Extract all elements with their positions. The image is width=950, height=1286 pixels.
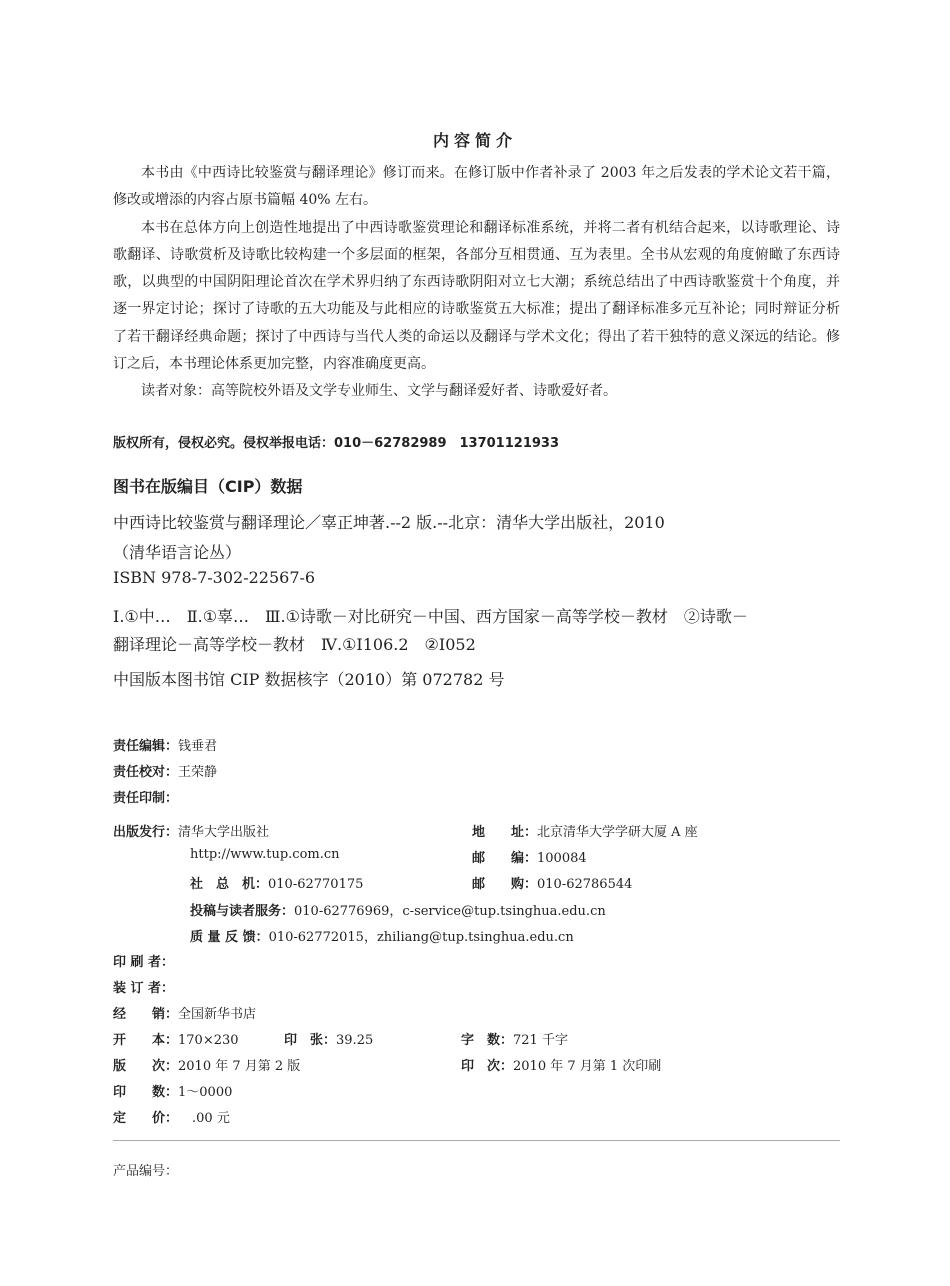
copies-row: [113, 1081, 232, 1100]
copies-label: 印 数：: [113, 1085, 179, 1100]
binder-label: 装 订 者：: [113, 981, 175, 996]
publisher-label: 出版发行：: [113, 825, 179, 840]
product-code-label: 产品编号：: [113, 1164, 179, 1179]
intro-body: [113, 160, 840, 406]
cip-heading: 图书在版编目（CIP）数据: [113, 477, 303, 496]
postcode-label: 邮 编：: [472, 851, 538, 866]
edition-row: [113, 1055, 300, 1074]
postcode-row: [472, 847, 587, 866]
mailorder-row: [472, 873, 632, 892]
edition-value: 2010 年 7 月第 2 版: [178, 1059, 301, 1074]
publisher-row: [113, 821, 269, 840]
switchboard-row: [190, 873, 363, 892]
divider: [113, 1140, 840, 1141]
feedback-row: [190, 926, 574, 945]
publisher-name: 清华大学出版社: [178, 825, 270, 840]
cip-classification-2: 翻译理论－高等学校－教材 Ⅳ.①I106.2 ②I052: [113, 635, 476, 654]
wordcount-label: 字 数：: [461, 1033, 514, 1048]
submission-row: [190, 900, 606, 919]
intro-paragraph: 本书在总体方向上创造性地提出了中西诗歌鉴赏理论和翻译标准系统，并将二者有机结合起来，以诗歌理论、诗歌翻译、诗歌赏析及诗歌比较构建一个多层面的框架，各部分互相贯通、互为表里。全书从宏观的角度俯瞰了东西诗歌，以典型的中国阴阳理论首次在学术界归纳了东西诗歌阴阳对立七大潮；系统总结出了中西诗歌鉴赏十个角度，并逐一界定讨论；探讨了诗歌的五大功能及与此相应的诗歌鉴赏五大标准；提出了翻译标准多元互补论；同时辩证分析了若干翻译经典命题；探讨了中西诗与当代人类的命运以及翻译与学术文化；得出了若干独特的意义深远的结论。修订之后，本书理论体系更加完整，内容准确度更高。: [113, 219, 840, 373]
wordcount-row: [461, 1029, 568, 1048]
format-label: 开 本：: [113, 1033, 179, 1048]
edition-label: 版 次：: [113, 1059, 179, 1074]
feedback-value: 010-62772015，zhiliang@tup.tsinghua.edu.cn: [268, 930, 574, 945]
switchboard-value: 010-62770175: [268, 877, 364, 892]
printer-label: 印 刷 者：: [113, 955, 175, 970]
distribution-label: 经 销：: [113, 1007, 179, 1022]
mailorder-label: 邮 购：: [472, 877, 538, 892]
cip-core-number: 中国版本图书馆 CIP 数据核字（2010）第 072782 号: [113, 670, 505, 689]
sheets-label: 印 张：: [284, 1033, 337, 1048]
cip-line-2: （清华语言论丛）: [113, 543, 242, 562]
feedback-label: 质 量 反 馈：: [190, 930, 269, 945]
submission-label: 投稿与读者服务：: [190, 904, 295, 919]
copies-value: 1～0000: [178, 1085, 233, 1100]
distribution-row: [113, 1003, 256, 1022]
intro-paragraph: 本书由《中西诗比较鉴赏与翻译理论》修订而来。在修订版中作者补录了 2003 年之后发表的学术论文若干篇，修改或增添的内容占原书篇幅 40% 左右。: [113, 165, 840, 209]
proof-row: [113, 761, 217, 780]
publisher-url: http://www.tup.com.cn: [190, 847, 340, 862]
switchboard-label: 社 总 机：: [190, 877, 269, 892]
cip-classification-1: Ⅰ.①中… Ⅱ.①辜… Ⅲ.①诗歌－对比研究－中国、西方国家－高等学校－教材 ②诗歌－: [113, 607, 748, 626]
impression-value: 2010 年 7 月第 1 次印刷: [513, 1059, 662, 1074]
address-row: [472, 821, 698, 840]
address-value: 北京清华大学学研大厦 A 座: [537, 825, 698, 840]
address-label: 地 址：: [472, 825, 538, 840]
price-label: 定 价：: [113, 1111, 179, 1126]
submission-value: 010-62776969，c-service@tup.tsinghua.edu.cn: [294, 904, 606, 919]
sheets-row: [284, 1029, 373, 1048]
intro-title: 内容简介: [432, 131, 517, 150]
format-value: 170×230: [178, 1033, 239, 1048]
intro-paragraph: 读者对象：高等院校外语及文学专业师生、文学与翻译爱好者、诗歌爱好者。: [141, 383, 617, 400]
proof-label: 责任校对：: [113, 765, 179, 780]
print-label: 责任印制：: [113, 791, 179, 806]
distribution-value: 全国新华书店: [178, 1007, 257, 1022]
copyright-notice: 版权所有，侵权必究。侵权举报电话：010－62782989 13701121933: [113, 436, 559, 451]
impression-row: [461, 1055, 661, 1074]
postcode-value: 100084: [537, 851, 587, 866]
format-row: [113, 1029, 239, 1048]
price-value: .00 元: [192, 1111, 230, 1126]
editor-label: 责任编辑：: [113, 739, 179, 754]
print-row: [113, 787, 178, 806]
price-row: [113, 1107, 230, 1126]
impression-label: 印 次：: [461, 1059, 514, 1074]
cip-line-1: 中西诗比较鉴赏与翻译理论／辜正坤著.--2 版.--北京：清华大学出版社，2010: [113, 513, 665, 532]
wordcount-value: 721 千字: [513, 1033, 568, 1048]
editor-row: [113, 735, 217, 754]
sheets-value: 39.25: [336, 1033, 374, 1048]
mailorder-value: 010-62786544: [537, 877, 633, 892]
cip-isbn: ISBN 978-7-302-22567-6: [113, 568, 316, 587]
editor-value: 钱垂君: [178, 739, 218, 754]
proof-value: 王荣静: [178, 765, 218, 780]
